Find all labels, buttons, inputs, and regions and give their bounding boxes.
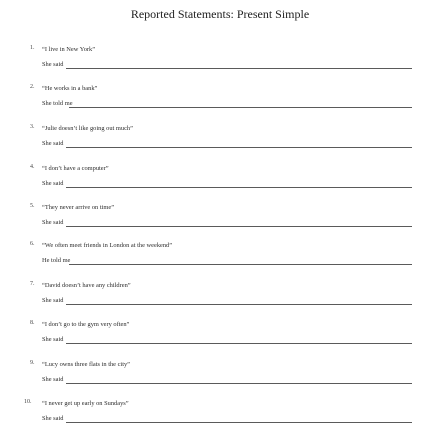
answer-line[interactable] bbox=[69, 107, 412, 108]
item-number: 5. bbox=[30, 203, 35, 209]
exercise-item bbox=[30, 360, 412, 384]
answer-row bbox=[42, 179, 412, 188]
item-number: 10. bbox=[24, 399, 32, 405]
exercise-item bbox=[30, 84, 412, 108]
answer-row bbox=[42, 60, 412, 69]
answer-row bbox=[42, 375, 412, 384]
direct-speech-quote: “We often meet friends in London at the weekend” bbox=[42, 242, 173, 249]
item-number: 2. bbox=[30, 84, 35, 90]
direct-speech-quote: “I don’t go to the gym very often” bbox=[42, 321, 130, 328]
answer-prefix: She said bbox=[42, 219, 64, 226]
answer-line[interactable] bbox=[66, 68, 412, 69]
item-number: 8. bbox=[30, 320, 35, 326]
direct-speech-quote: “Julie doesn’t like going out much” bbox=[42, 125, 133, 132]
answer-prefix: She said bbox=[42, 297, 64, 304]
direct-speech-quote: “Lucy owns three flats in the city” bbox=[42, 361, 131, 368]
answer-prefix: She said bbox=[42, 336, 64, 343]
item-number: 7. bbox=[30, 281, 35, 287]
answer-prefix: She said bbox=[42, 140, 64, 147]
item-number: 6. bbox=[30, 241, 35, 247]
answer-row bbox=[42, 139, 412, 148]
answer-row bbox=[42, 296, 412, 305]
answer-line[interactable] bbox=[66, 226, 412, 227]
exercise-item bbox=[30, 203, 412, 227]
direct-speech-quote: “David doesn’t have any children” bbox=[42, 282, 131, 289]
exercise-item bbox=[30, 241, 412, 265]
answer-line[interactable] bbox=[66, 422, 412, 423]
exercise-item bbox=[30, 45, 412, 69]
exercise-item bbox=[24, 399, 412, 423]
answer-row bbox=[42, 335, 412, 344]
answer-line[interactable] bbox=[69, 264, 412, 265]
answer-row bbox=[42, 99, 412, 108]
item-number: 1. bbox=[30, 45, 35, 51]
answer-line[interactable] bbox=[66, 343, 412, 344]
answer-line[interactable] bbox=[66, 383, 412, 384]
answer-line[interactable] bbox=[66, 187, 412, 188]
answer-prefix: He told me bbox=[42, 257, 71, 264]
answer-line[interactable] bbox=[66, 147, 412, 148]
answer-row bbox=[42, 218, 412, 227]
exercise-item bbox=[30, 281, 412, 305]
direct-speech-quote: “I live in New York” bbox=[42, 46, 96, 53]
item-number: 9. bbox=[30, 360, 35, 366]
item-number: 4. bbox=[30, 164, 35, 170]
exercise-item bbox=[30, 320, 412, 344]
answer-prefix: She told me bbox=[42, 100, 73, 107]
exercise-item bbox=[30, 164, 412, 188]
direct-speech-quote: “I don’t have a computer” bbox=[42, 165, 109, 172]
answer-prefix: She said bbox=[42, 415, 64, 422]
answer-line[interactable] bbox=[66, 304, 412, 305]
direct-speech-quote: “He works in a bank” bbox=[42, 85, 98, 92]
answer-row bbox=[42, 256, 412, 265]
answer-row bbox=[42, 414, 412, 423]
direct-speech-quote: “They never arrive on time” bbox=[42, 204, 115, 211]
direct-speech-quote: “I never get up early on Sundays” bbox=[42, 400, 129, 407]
answer-prefix: She said bbox=[42, 180, 64, 187]
answer-prefix: She said bbox=[42, 61, 64, 68]
answer-prefix: She said bbox=[42, 376, 64, 383]
item-number: 3. bbox=[30, 124, 35, 130]
worksheet-title: Reported Statements: Present Simple bbox=[130, 7, 310, 21]
exercise-item bbox=[30, 124, 412, 148]
